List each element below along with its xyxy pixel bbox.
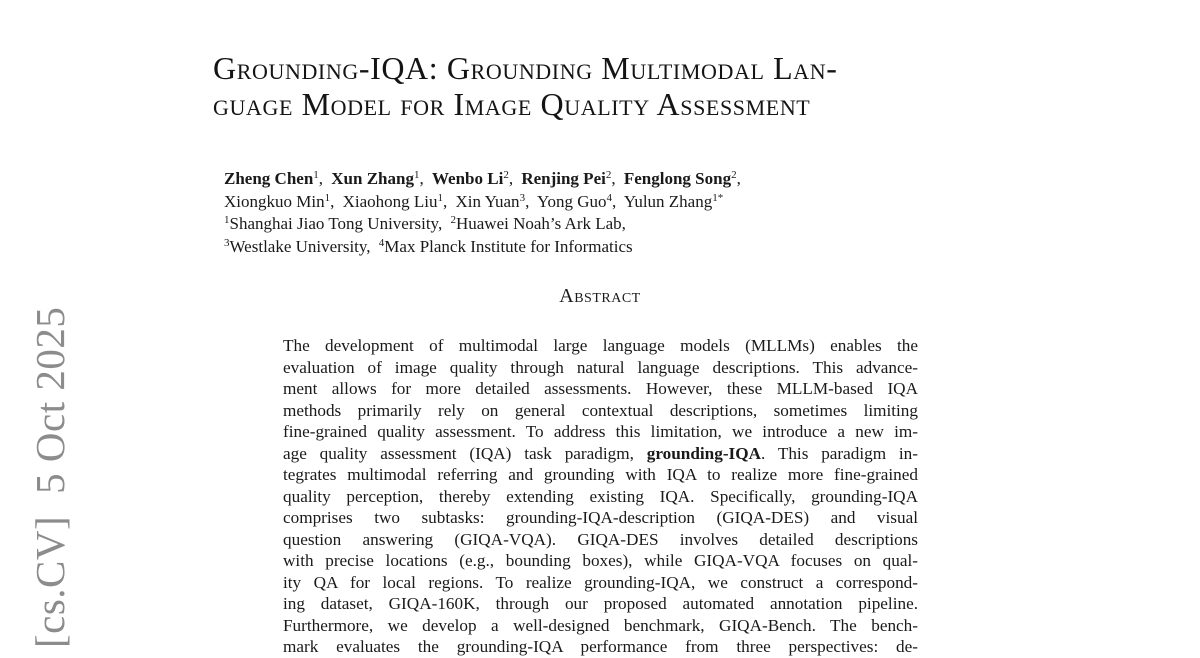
abstract-line: ment allows for more detailed assessments. However, these MLLM-based IQA [283,379,918,398]
affiliation-name: Huawei Noah’s Ark Lab, [455,214,626,233]
abstract-line: ity QA for local regions. To realize grounding-IQA, we construct a correspond- [283,572,918,592]
author-name: Yulun Zhang [623,191,713,211]
author-row-1: Zheng Chen$^1$, Xun Zhang$^1$, Wenbo Li$^2$, Renjing Pei$^2$, Fenglong Song$^2$, [224,169,741,188]
author-name: Xin Yuan [455,191,520,211]
affiliation-number: 2 [450,214,456,226]
affiliation-number: 4 [378,236,385,249]
author-name: Xun Zhang [331,169,414,188]
emphasized-term: grounding-IQA [646,443,762,463]
author-affiliation-mark: 2 [503,169,509,181]
author-affiliation-mark: 4 [606,191,613,204]
arxiv-category: [cs.CV] [27,515,73,648]
affiliation-row-2 [224,236,741,259]
abstract-line: question answering (GIQA-VQA). GIQA-DES involves detailed descriptions [283,529,918,549]
arxiv-date: 5 Oct 2025 [27,306,73,494]
author-affiliation-mark: 1 [437,191,443,204]
author-name: Fenglong Song [623,169,732,188]
author-affiliation-mark: 2 [731,169,737,181]
affiliation-name: Westlake University, [229,236,371,256]
abstract-line: methods primarily rely on general contextual descriptions, sometimes limiting [283,400,918,420]
author-affiliation-mark: 1* [712,191,724,204]
abstract-heading [0,285,1200,308]
author-affiliation-mark: 1 [313,169,319,181]
abstract-line: ing dataset, GIQA-160K, through our proposed automated annotation pipeline. [283,594,918,613]
affiliation-number: 3 [224,236,230,249]
author-name: Wenbo Li [431,169,504,188]
abstract-line: tegrates multimodal referring and grounding with IQA to realize more fine-grained [283,465,918,484]
abstract-line: age quality assessment (IQA) task paradigm, grounding-IQA. This paradigm in- [283,443,918,463]
author-name: Xiaohong Liu [342,191,438,211]
paper-title-line-2: guage Model for Image Quality Assessment [213,86,811,122]
author-affiliation-mark: 1 [324,191,331,204]
abstract-line: The development of multimodal large language models (MLLMs) enables the [283,336,918,355]
author-affiliation-mark: 1 [413,169,420,181]
author-row-2: Xiongkuo Min$^1$, Xiaohong Liu$^1$, Xin Yuan$^3$, Yong Guo$^4$, Yulun Zhang$^{1*}$ [224,191,724,211]
author-name: Xiongkuo Min [224,191,325,211]
abstract-line: Furthermore, we develop a well-designed benchmark, GIQA-Bench. The bench- [283,615,918,635]
affiliation-name: Shanghai Jiao Tong University, [229,214,443,233]
abstract-line: fine-grained quality assessment. To address this limitation, we introduce a new im- [283,422,918,441]
affiliation-name: Max Planck Institute for Informatics [384,236,633,256]
author-affiliation-mark: 2 [605,169,612,181]
arxiv-identifier-stamp [28,307,72,648]
author-name: Zheng Chen [224,169,314,188]
author-block [224,168,741,258]
paper-title [213,50,1013,122]
abstract-line: comprises two subtasks: grounding-IQA-description (GIQA-DES) and visual [283,508,918,527]
affiliation-row-1 [224,213,741,236]
paper-title-line-1: Grounding-IQA: Grounding Multimodal Lan- [213,50,838,86]
abstract-line: quality perception, thereby extending existing IQA. Specifically, grounding-IQA [283,486,918,506]
abstract-body [283,335,918,658]
abstract-line: evaluation of image quality through natural language descriptions. This advance- [283,357,918,377]
abstract-line: mark evaluates the grounding-IQA performance from three perspectives: de- [283,637,918,656]
author-affiliation-mark: 3 [519,191,526,204]
abstract-heading-text: Abstract [559,285,641,307]
author-name: Yong Guo [536,191,607,211]
abstract-line: with precise locations (e.g., bounding boxes), while GIQA-VQA focuses on qual- [283,551,918,570]
author-name: Renjing Pei [521,169,606,188]
affiliation-number: 1 [224,214,230,226]
